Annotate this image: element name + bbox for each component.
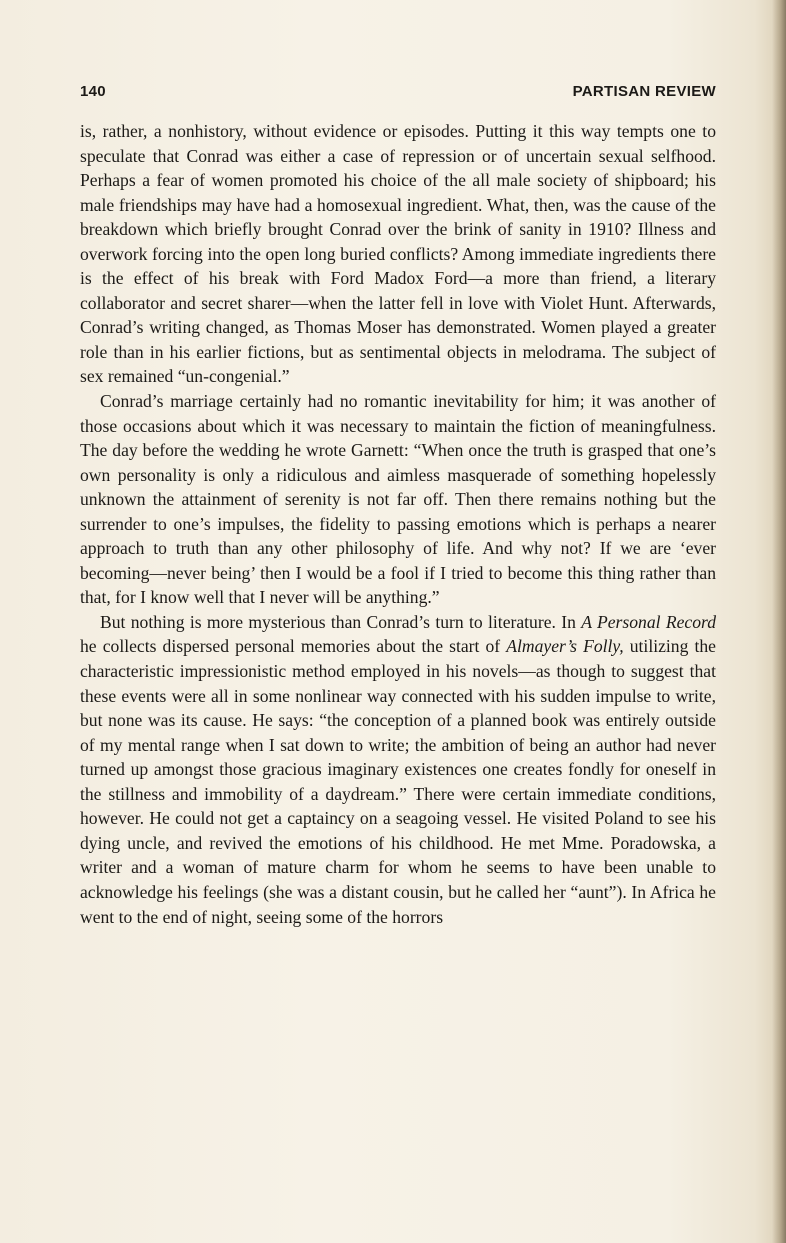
paragraph-2-text: Conrad’s marriage certainly had no romantic inevitability for him; it was another of those occasions about which it was necessary to maintain the fiction of meaningfulness. The day before the wedding he wrote Garnett: “When once the truth is grasped that one’s own personality is only a ridiculous and aimless masquerade of something hopelessly unknown the attainment of serenity is not far off. Then there remains nothing but the surrender to one’s impulses, the fidelity to passing emotions which is perhaps a nearer approach to truth than any other philosophy of life. And why not? If we are ‘ever becoming—never being’ then I would be a fool if I tried to become this thing rather than that, for I know well that I never will be anything.” (80, 391, 716, 608)
paragraph-3-text-b: he collects dispersed personal memories about the start of (80, 636, 507, 657)
paragraph-1-text: is, rather, a nonhistory, without evidence or episodes. Putting it this way tempts one to speculate that Conrad was either a case of repression or of uncertain sexual selfhood. Perhaps a fear of women promoted his choice of the all male society of shipboard; his male friendships may have had a homosexual ingredient. What, then, was the cause of the breakdown which briefly brought Conrad over the brink of sanity in 1910? Illness and overwork forcing into the open long buried conflicts? Among immediate ingredients there is the effect of his break with Ford Madox Ford—a more than friend, a literary collaborator and secret sharer—when the latter fell in love with Violet Hunt. Afterwards, Conrad’s writing changed, as Thomas Moser has demonstrated. Women played a greater role than in his earlier fictions, but as sentimental objects in melodrama. The subject of sex remained “un-congenial.” (80, 121, 716, 387)
book-title-a-personal-record: A Personal Record (581, 611, 716, 632)
paragraph-2 (80, 389, 716, 610)
paragraph-3-text-c: utilizing the characteristic impressionistic method employed in his novels—as though to suggest that these events were all in some nonlinear way connected with his sudden impulse to write, but none was its cause. He says: “the conception of a planned book was entirely outside of my mental range when I sat down to write; the ambition of being an author had never turned up amongst those gracious imaginary existences one creates fondly for oneself in the stillness and immobility of a daydream.” There were certain immediate conditions, however. He could not get a captaincy on a seagoing vessel. He visited Poland to see his dying uncle, and revived the emotions of his childhood. He met Mme. Poradowska, a writer and a woman of mature charm for whom he seems to have been unable to acknowledge his feelings (she was a distant cousin, but he called her “aunt”). In Africa he went to the end of night, seeing some of the horrors (80, 636, 716, 927)
paragraph-3 (80, 610, 716, 929)
book-title-almayers-folly: Almayer’s Folly, (506, 636, 624, 657)
page-header (80, 83, 716, 107)
page-edge-shadow (772, 0, 786, 1243)
body-text (80, 119, 716, 929)
paragraph-1 (80, 119, 716, 389)
page-number: 140 (80, 83, 106, 100)
paragraph-3-text-a: But nothing is more mysterious than Conrad’s turn to literature. In (100, 611, 582, 632)
running-head: PARTISAN REVIEW (572, 83, 716, 100)
